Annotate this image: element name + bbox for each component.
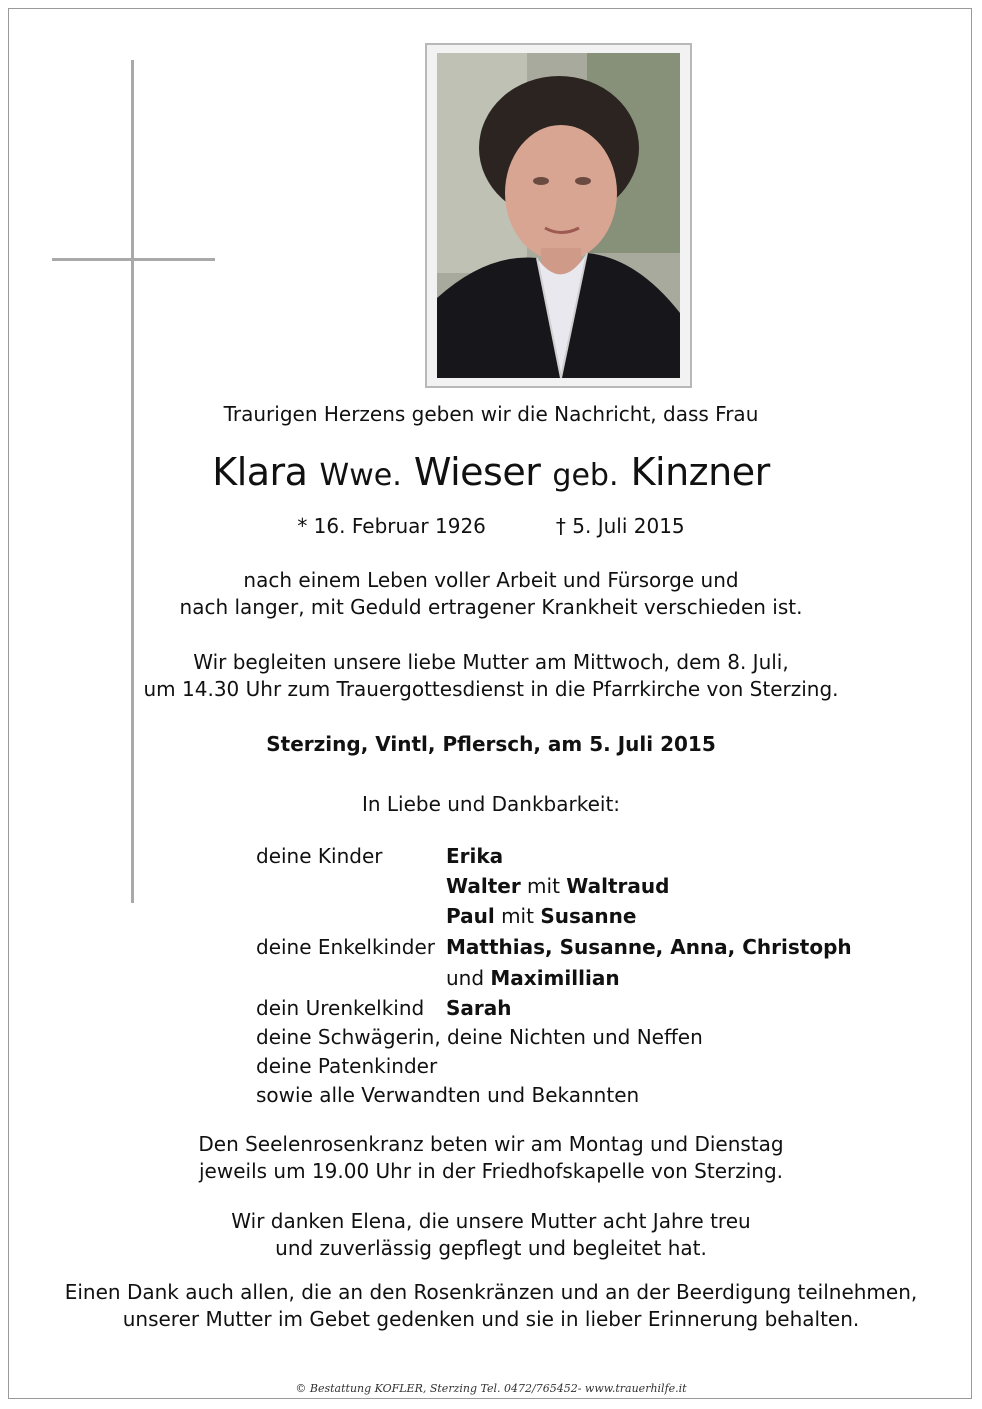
family-connector: mit (527, 874, 560, 898)
maiden-name: Kinzner (630, 450, 770, 494)
paragraph-thanks-all (0, 1279, 982, 1333)
portrait-frame (425, 43, 692, 388)
widow-title: Wwe. (319, 458, 402, 493)
family-name: Walter (446, 874, 521, 898)
intro-text: Traurigen Herzens geben wir die Nachricht, dass Frau (223, 402, 759, 426)
paragraph-line: unserer Mutter im Gebet gedenken und sie in lieber Erinnerung behalten. (122, 1307, 860, 1331)
family-label: deine Patenkinder (256, 1054, 438, 1078)
first-name: Klara (212, 450, 308, 494)
paragraph-funeral (0, 649, 982, 703)
place-and-date: Sterzing, Vintl, Pflersch, am 5. Juli 2015 (266, 732, 716, 756)
family-name: Paul (446, 904, 495, 928)
family-label: deine Kinder (256, 844, 383, 868)
cross-horizontal-bar (52, 258, 215, 261)
paragraph-line: und zuverlässig gepflegt und begleitet hat. (275, 1236, 707, 1260)
family-name: Sarah (446, 996, 512, 1020)
paragraph-line: um 14.30 Uhr zum Trauergottesdienst in die Pfarrkirche von Sterzing. (143, 677, 839, 701)
paragraph-life (0, 567, 982, 621)
paragraph-thanks-elena (0, 1208, 982, 1262)
family-name: Maximillian (490, 966, 620, 990)
birth-date: * 16. Februar 1926 (297, 514, 486, 538)
family-name: Matthias, Susanne, Anna, Christoph (446, 935, 852, 959)
last-name: Wieser (413, 450, 541, 494)
life-dates (0, 513, 982, 540)
family-name: Erika (446, 844, 504, 868)
paragraph-line: jeweils um 19.00 Uhr in der Friedhofskapelle von Sterzing. (198, 1159, 784, 1183)
paragraph-line: Einen Dank auch allen, die an den Rosenkränzen und an der Beerdigung teilnehmen, (64, 1280, 918, 1304)
paragraph-line: nach einem Leben voller Arbeit und Fürsorge und (243, 568, 739, 592)
portrait-photo (437, 53, 680, 378)
paragraph-line: Wir begleiten unsere liebe Mutter am Mittwoch, dem 8. Juli, (193, 650, 789, 674)
footer-credit: © Bestattung KOFLER, Sterzing Tel. 0472/765452- www.trauerhilfe.it (295, 1382, 687, 1395)
family-label: deine Schwägerin, deine Nichten und Neffen (256, 1025, 703, 1049)
deceased-name (0, 449, 982, 499)
family-label: dein Urenkelkind (256, 996, 425, 1020)
family-connector: mit (501, 904, 534, 928)
paragraph-line: Den Seelenrosenkranz beten wir am Montag und Dienstag (198, 1132, 784, 1156)
family-connector: und (446, 966, 485, 990)
family-name: Susanne (540, 904, 637, 928)
thanks-heading: In Liebe und Dankbarkeit: (361, 792, 621, 816)
paragraph-line: nach langer, mit Geduld ertragener Krankheit verschieden ist. (179, 595, 803, 619)
family-label: deine Enkelkinder (256, 935, 435, 959)
family-label: sowie alle Verwandten und Bekannten (256, 1083, 640, 1107)
death-date: † 5. Juli 2015 (555, 514, 685, 538)
paragraph-line: Wir danken Elena, die unsere Mutter acht Jahre treu (231, 1209, 751, 1233)
born-prefix: geb. (552, 458, 619, 493)
paragraph-rosary (0, 1131, 982, 1185)
family-name: Waltraud (566, 874, 670, 898)
